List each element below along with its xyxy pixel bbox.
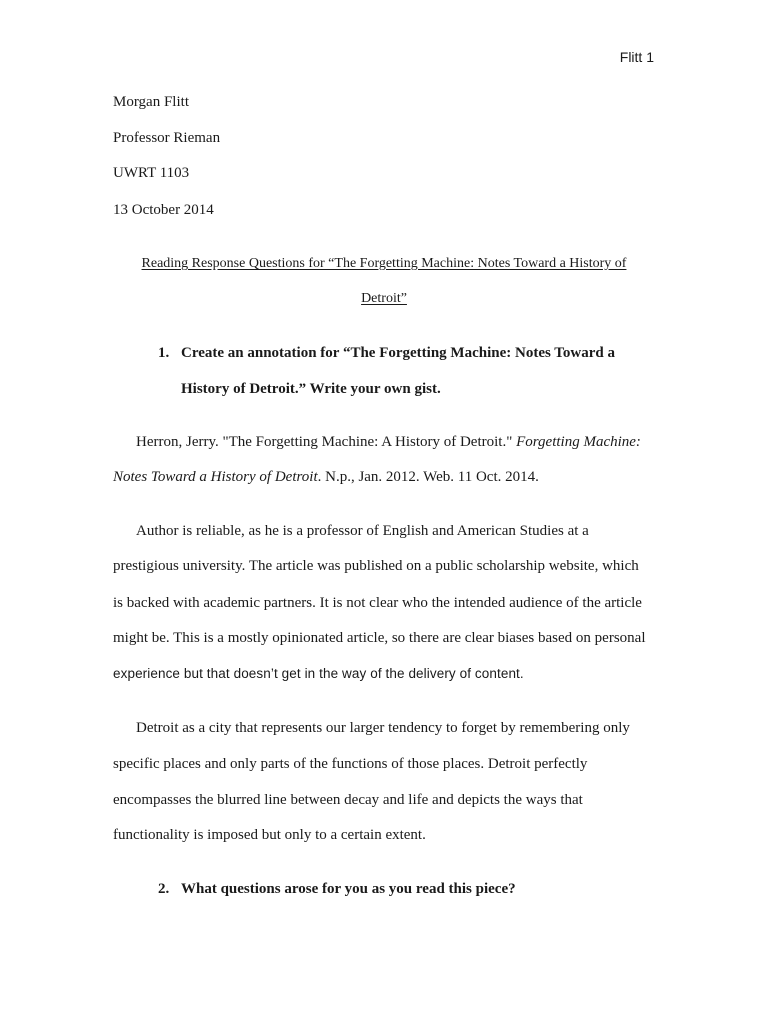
professor-name: Professor Rieman — [113, 130, 221, 146]
citation-line-1 — [136, 432, 641, 452]
question-1-number: 1. — [158, 345, 170, 361]
citation-plain-2: . N.p., Jan. 2012. Web. 11 Oct. 2014. — [317, 469, 539, 485]
question-1-text-line-1: Create an annotation for “The Forgetting Machine: Notes Toward a — [181, 345, 616, 361]
paragraph-2-line-1: Detroit as a city that represents our larger tendency to forget by remembering only — [136, 720, 630, 736]
document-title-line-2 — [0, 289, 768, 309]
paragraph-2-line-4: functionality is imposed but only to a certain extent. — [113, 827, 426, 843]
running-header-page-number: Flitt 1 — [619, 49, 654, 65]
paragraph-1-line-2: prestigious university. The article was published on a public scholarship website, which — [113, 558, 639, 574]
paragraph-2-line-3: encompasses the blurred line between decay and life and depicts the ways that — [113, 792, 583, 808]
paragraph-1-line-5: experience but that doesn’t get in the way of the delivery of content. — [113, 666, 524, 681]
question-2-text: What questions arose for you as you read this piece? — [181, 881, 516, 897]
student-name: Morgan Flitt — [113, 94, 189, 110]
paragraph-1-line-3: is backed with academic partners. It is not clear who the intended audience of the article — [113, 595, 642, 611]
paragraph-1-line-1: Author is reliable, as he is a professor of English and American Studies at a — [136, 523, 589, 539]
document-title-line-1 — [0, 254, 768, 274]
question-1-text-line-2: History of Detroit.” Write your own gist. — [181, 381, 441, 397]
document-title-text-1: Reading Response Questions for “The Forgetting Machine: Notes Toward a History of — [141, 256, 627, 271]
paragraph-2-line-2: specific places and only parts of the functions of those places. Detroit perfectly — [113, 756, 588, 772]
course-code: UWRT 1103 — [113, 165, 190, 181]
citation-italic-1: Forgetting Machine: — [516, 434, 641, 450]
document-title-text-2: Detroit” — [361, 291, 407, 306]
question-2-number: 2. — [158, 881, 170, 897]
citation-plain-1: Herron, Jerry. "The Forgetting Machine: A History of Detroit." — [136, 434, 517, 450]
citation-italic-2: Notes Toward a History of Detroit — [113, 469, 318, 485]
document-date: 13 October 2014 — [113, 202, 214, 218]
paragraph-1-line-4: might be. This is a mostly opinionated article, so there are clear biases based on personal — [113, 630, 646, 646]
citation-line-2 — [113, 467, 539, 487]
